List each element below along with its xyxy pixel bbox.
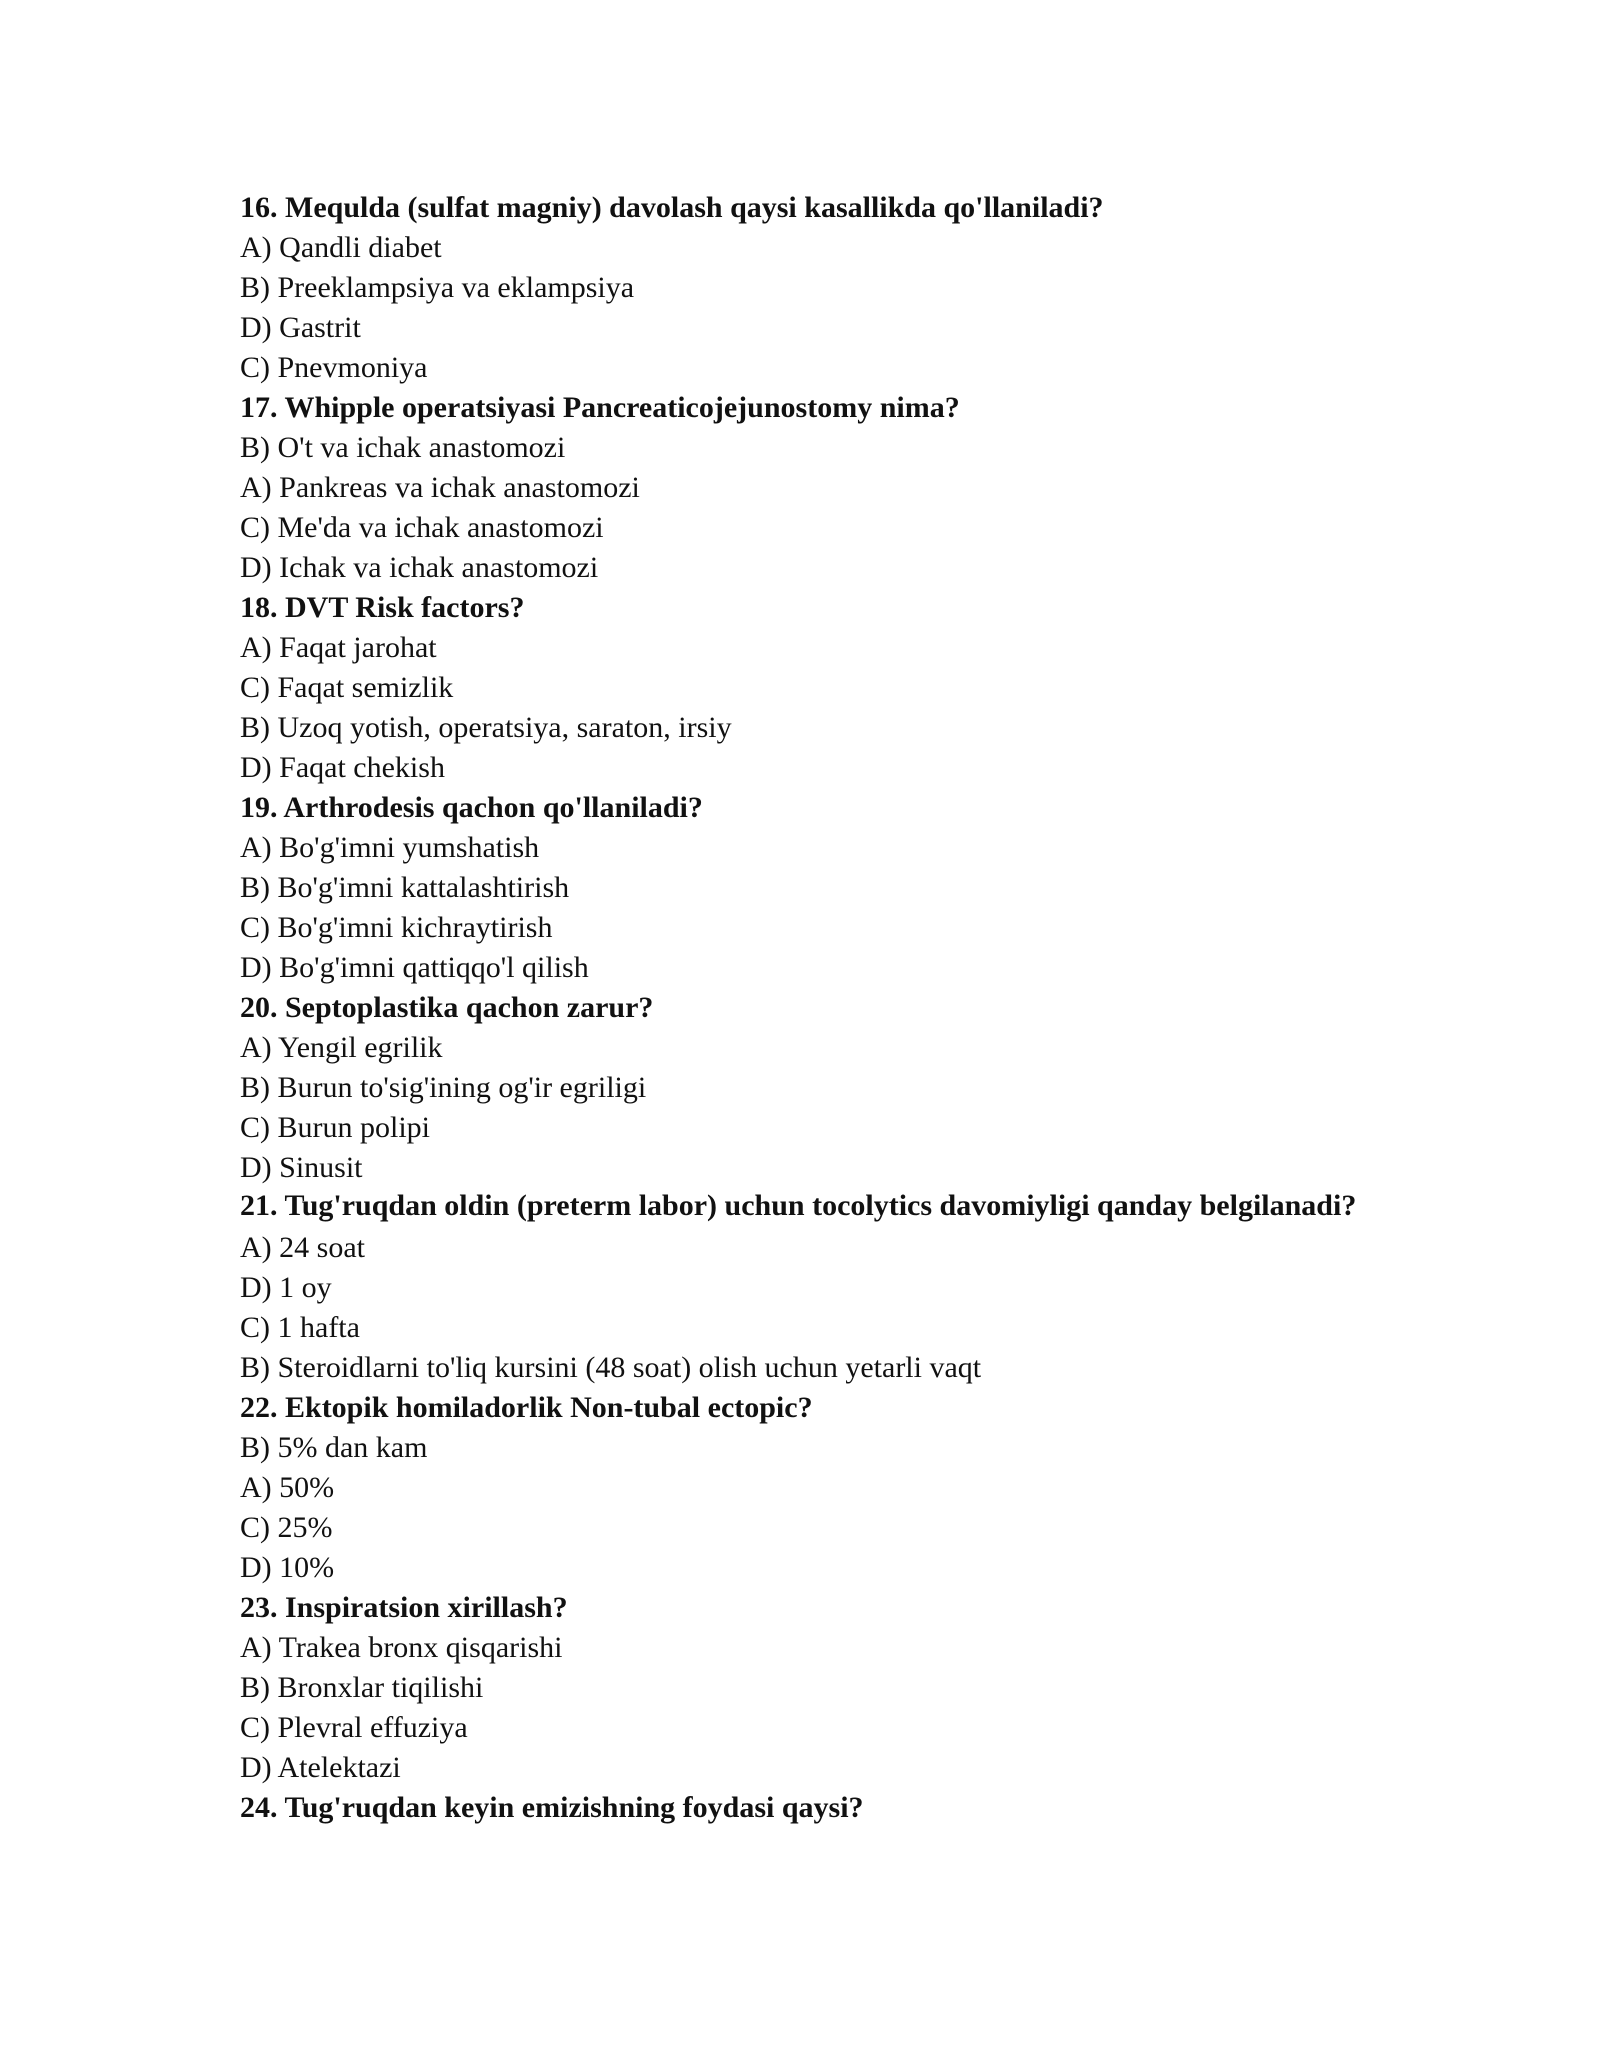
question-18 — [240, 588, 1360, 788]
answer-option: D) Sinusit — [240, 1151, 363, 1184]
answer-option: A) Trakea bronx qisqarishi — [240, 1631, 563, 1664]
question-text: 22. Ektopik homiladorlik Non-tubal ectopic? — [240, 1391, 813, 1424]
answer-option: B) Uzoq yotish, operatsiya, saraton, irsiy — [240, 711, 732, 744]
question-20 — [240, 988, 1360, 1188]
answer-option: D) Gastrit — [240, 311, 361, 344]
answer-option: D) Faqat chekish — [240, 751, 445, 784]
answer-option: A) 50% — [240, 1471, 335, 1504]
question-21 — [240, 1188, 1360, 1388]
answer-option: A) 24 soat — [240, 1231, 365, 1264]
answer-option: B) Preeklampsiya va eklampsiya — [240, 271, 635, 304]
question-text: 19. Arthrodesis qachon qo'llaniladi? — [240, 791, 703, 824]
question-text: 24. Tug'ruqdan keyin emizishning foydasi qaysi? — [240, 1791, 864, 1824]
answer-option: C) 25% — [240, 1511, 333, 1544]
answer-option: C) Burun polipi — [240, 1111, 431, 1144]
answer-option: C) Faqat semizlik — [240, 671, 454, 704]
answer-option: B) Bronxlar tiqilishi — [240, 1671, 484, 1704]
question-19 — [240, 788, 1360, 988]
question-text: 23. Inspiratsion xirillash? — [240, 1591, 568, 1624]
answer-option: A) Yengil egrilik — [240, 1031, 443, 1064]
answer-option: B) 5% dan kam — [240, 1431, 428, 1464]
answer-option: A) Qandli diabet — [240, 231, 442, 264]
question-text: 20. Septoplastika qachon zarur? — [240, 991, 654, 1024]
answer-option: D) Ichak va ichak anastomozi — [240, 551, 599, 584]
answer-option: C) Plevral effuziya — [240, 1711, 468, 1744]
answer-option: C) Me'da va ichak anastomozi — [240, 511, 604, 544]
question-text: 16. Mequlda (sulfat magniy) davolash qaysi kasallikda qo'llaniladi? — [240, 191, 1104, 224]
answer-option: D) 1 oy — [240, 1271, 332, 1304]
answer-option: B) Burun to'sig'ining og'ir egriligi — [240, 1071, 647, 1104]
question-list — [240, 188, 1360, 1828]
answer-option: B) Bo'g'imni kattalashtirish — [240, 871, 570, 904]
answer-option: A) Pankreas va ichak anastomozi — [240, 471, 640, 504]
question-24 — [240, 1788, 1360, 1828]
answer-option: D) Atelektazi — [240, 1751, 401, 1784]
question-23 — [240, 1588, 1360, 1788]
question-22 — [240, 1388, 1360, 1588]
question-16 — [240, 188, 1360, 388]
question-17 — [240, 388, 1360, 588]
answer-option: A) Bo'g'imni yumshatish — [240, 831, 540, 864]
answer-option: C) Bo'g'imni kichraytirish — [240, 911, 553, 944]
answer-option: B) O't va ichak anastomozi — [240, 431, 566, 464]
answer-option: B) Steroidlarni to'liq kursini (48 soat) olish uchun yetarli vaqt — [240, 1351, 982, 1384]
question-text: 21. Tug'ruqdan oldin (preterm labor) uchun tocolytics davomiyligi qanday belgilanadi? — [240, 1189, 1357, 1222]
answer-option: A) Faqat jarohat — [240, 631, 437, 664]
answer-option: C) Pnevmoniya — [240, 351, 428, 384]
question-text: 17. Whipple operatsiyasi Pancreaticojejunostomy nima? — [240, 391, 960, 424]
answer-option: C) 1 hafta — [240, 1311, 360, 1344]
answer-option: D) 10% — [240, 1551, 335, 1584]
answer-option: D) Bo'g'imni qattiqqo'l qilish — [240, 951, 589, 984]
question-text: 18. DVT Risk factors? — [240, 591, 525, 624]
